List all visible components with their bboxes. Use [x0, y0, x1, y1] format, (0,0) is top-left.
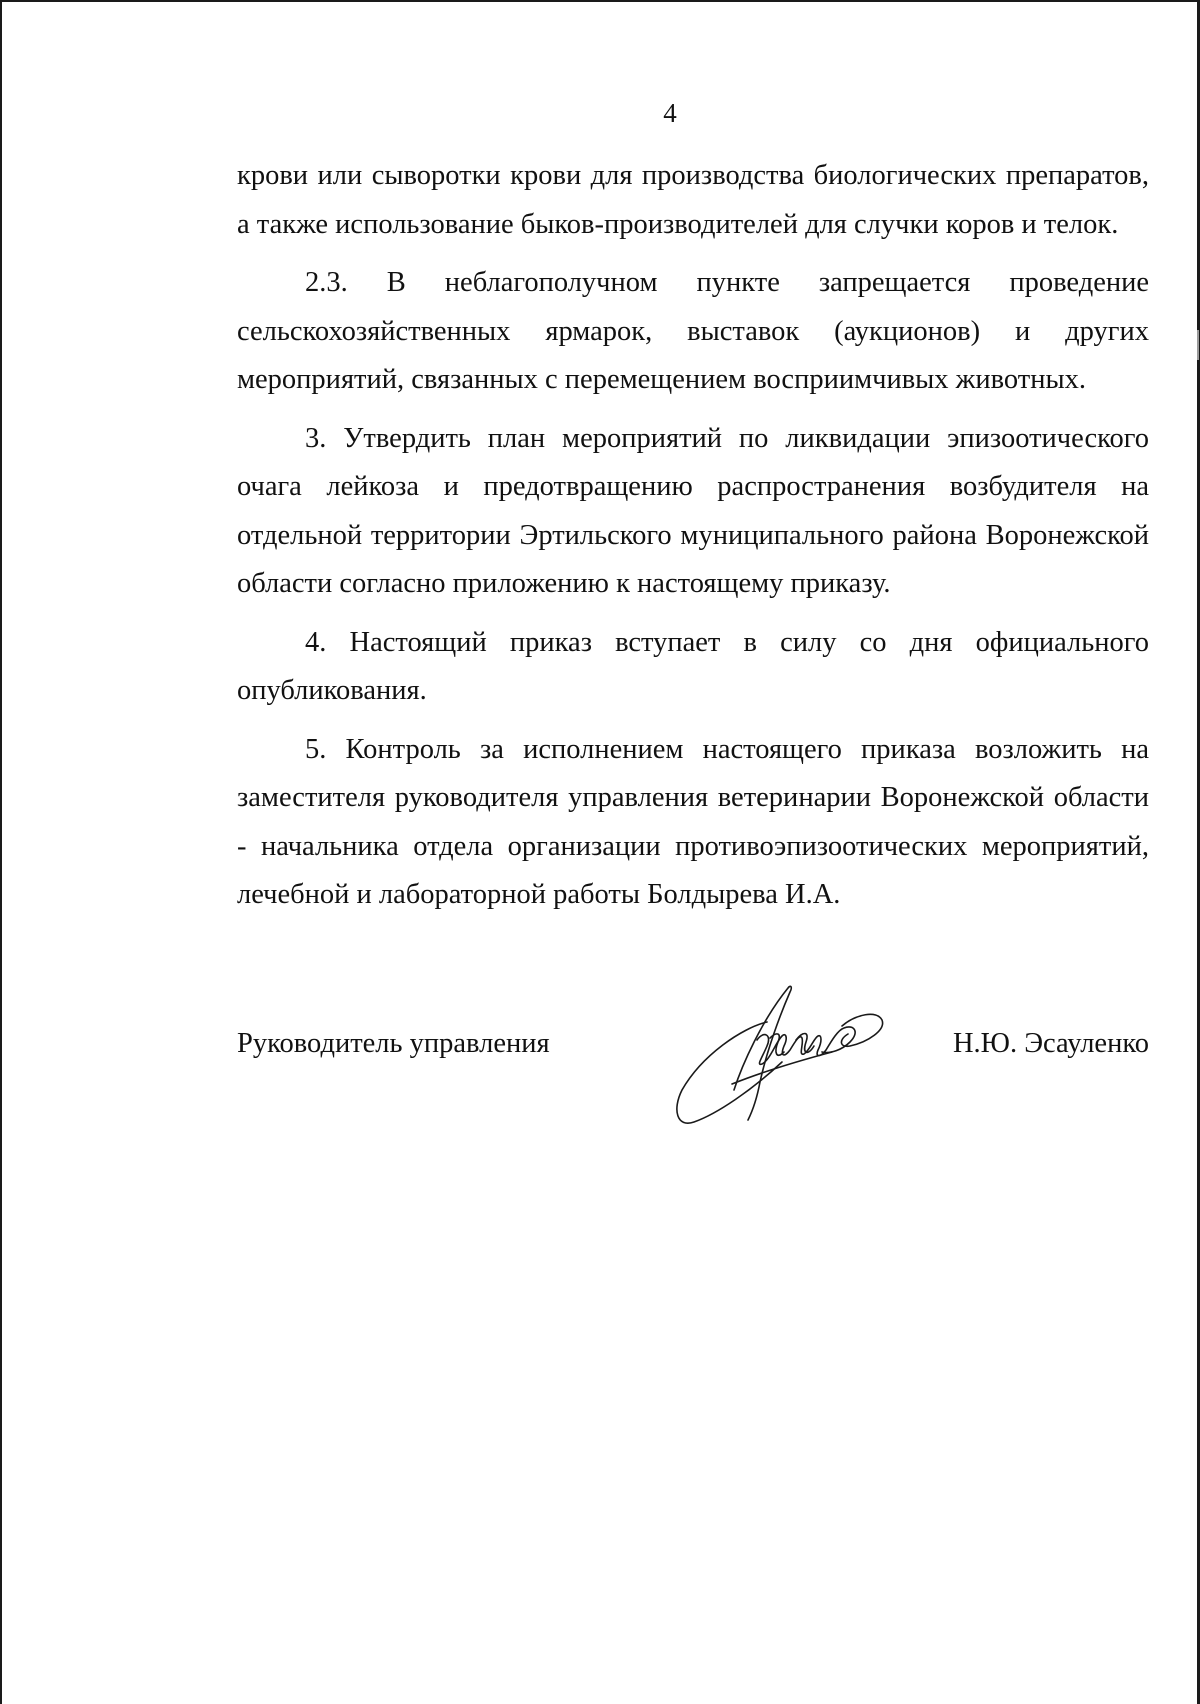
paragraph-3: 3. Утвердить план мероприятий по ликвидации эпизоотического очага лейкоза и предотвращению распространения возбудителя на отдельной территории Эртильского муниципального района Воронежской области согласно приложению к настоящему приказу.	[237, 422, 1149, 599]
paragraph-4: 4. Настоящий приказ вступает в силу со дня официального опубликования.	[237, 626, 1149, 706]
paragraph-continuation: крови или сыворотки крови для производства биологических препаратов, а также использование быков-производителей для случки коров и телок.	[237, 160, 1149, 240]
document-body	[237, 152, 1149, 920]
paragraph-2-3: 2.3. В неблагополучном пункте запрещается проведение сельскохозяйственных ярмарок, выставок (аукционов) и других мероприятий, связанных с перемещением восприимчивых животных.	[237, 267, 1149, 395]
handwritten-signature	[672, 980, 902, 1130]
page-number: 4	[663, 98, 677, 128]
signer-name: Н.Ю. Эсауленко	[952, 1028, 1149, 1059]
signer-position: Руководитель управления	[237, 1028, 550, 1059]
paragraph-5: 5. Контроль за исполнением настоящего приказа возложить на заместителя руководителя управления ветеринарии Воронежской области - начальника отдела организации противоэпизоотических мероприятий, лечебной и лабораторной работы Болдырева И.А.	[237, 733, 1149, 910]
scan-edge-mark	[1197, 330, 1199, 360]
